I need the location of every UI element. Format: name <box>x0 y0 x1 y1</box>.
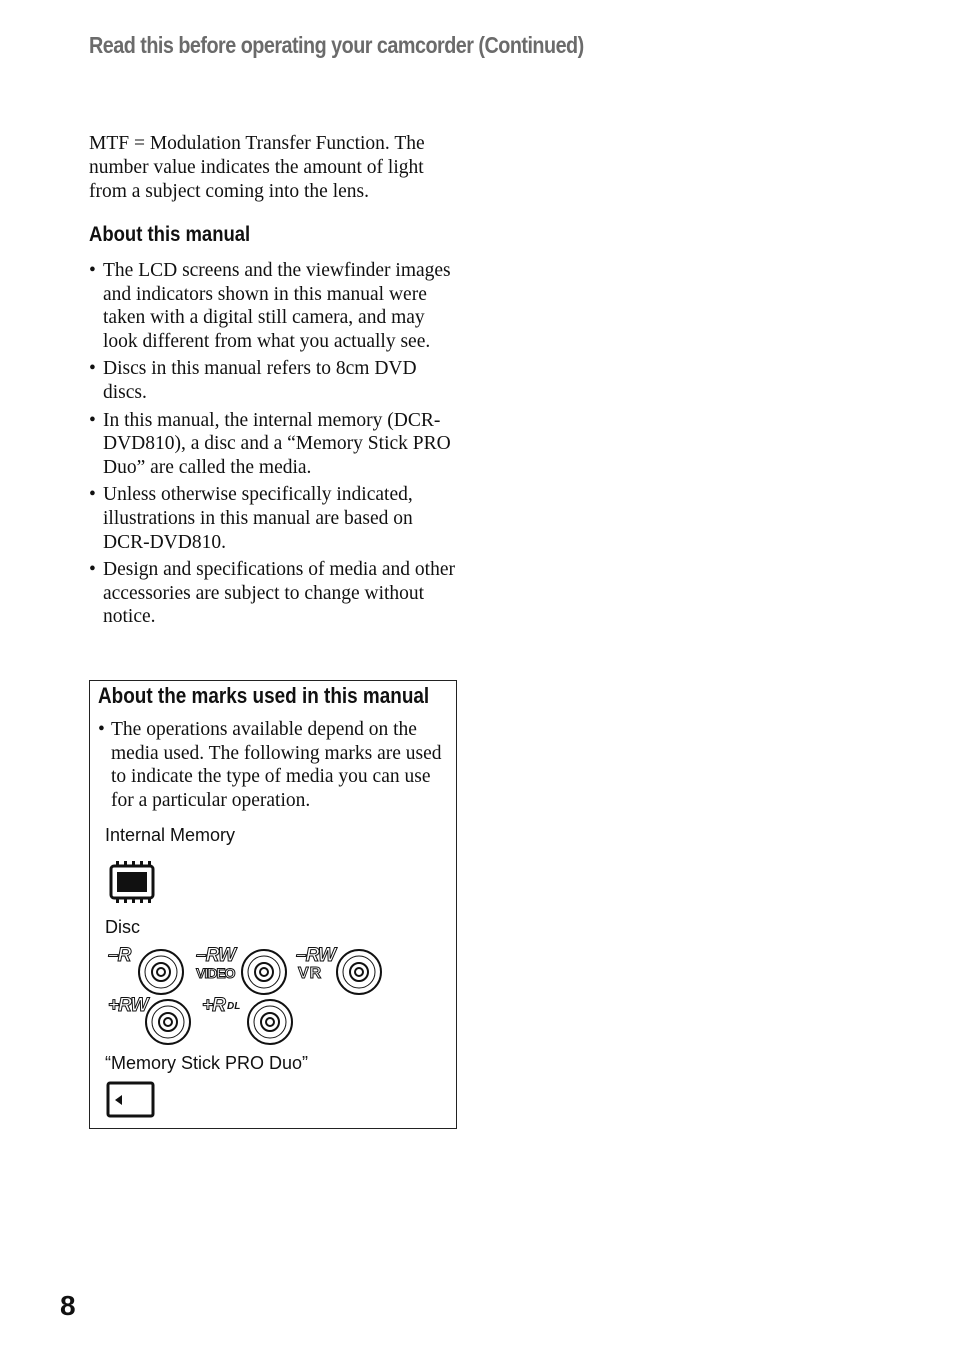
disc-mark-dvd-plus-rw <box>106 997 196 1052</box>
memory-stick-icon <box>106 1081 156 1119</box>
list-item <box>89 409 461 480</box>
disc-mark-dvd-rw-video <box>194 947 288 1002</box>
bullet-symbol: • <box>89 559 96 581</box>
list-item-text: The operations available depend on the media used. The following marks are used to indicate the type of media you can use for a particular operation. <box>111 719 442 811</box>
list-item-text: In this manual, the internal memory (DCR-DVD810), a disc and a “Memory Stick PRO Duo” are called the media. <box>103 409 451 478</box>
bullet-symbol: • <box>89 484 96 506</box>
disc-mark-subtext: VR <box>298 965 323 982</box>
bullet-symbol: • <box>89 260 96 281</box>
disc-mark-dvd-r <box>106 947 186 1002</box>
list-item-text: The LCD screens and the viewfinder images and indicators shown in this manual were taken with a digital still camera, and may look different from what you actually see. <box>103 260 451 352</box>
list-item <box>89 483 461 554</box>
disc-mark-dvd-rw-vr <box>294 947 384 1002</box>
list-item-text: Unless otherwise specifically indicated, illustrations in this manual are based on DCR-DVD810. <box>103 484 413 553</box>
disc-label: Disc <box>105 917 140 937</box>
list-item-text: Design and specifications of media and other accessories are subject to change without notice. <box>103 559 455 628</box>
disc-mark-text: –RW <box>296 945 335 966</box>
bullet-symbol: • <box>98 719 105 740</box>
list-item <box>89 259 461 353</box>
disc-mark-text: +R <box>202 995 225 1016</box>
about-manual-heading: About this manual <box>89 223 251 246</box>
internal-memory-icon <box>108 858 156 906</box>
bullet-symbol: • <box>89 358 96 380</box>
about-manual-list <box>89 259 461 633</box>
list-item-text: Discs in this manual refers to 8cm DVD discs. <box>103 358 417 403</box>
marks-box-list <box>98 718 450 812</box>
bullet-symbol: • <box>89 409 96 431</box>
marks-box-heading: About the marks used in this manual <box>98 683 430 708</box>
internal-memory-label: Internal Memory <box>105 825 236 845</box>
intro-paragraph: MTF = Modulation Transfer Function. The number value indicates the amount of light from a subject coming into the lens. <box>89 133 425 202</box>
list-item <box>98 718 450 812</box>
marks-info-box <box>89 680 457 1129</box>
disc-mark-subtext: DL <box>227 1001 241 1012</box>
memory-stick-label: “Memory Stick PRO Duo” <box>105 1053 309 1073</box>
disc-mark-text: –RW <box>196 945 235 966</box>
page-number: 8 <box>60 1290 76 1321</box>
disc-mark-subtext: VIDEO <box>196 965 235 981</box>
disc-mark-dvd-plus-r-dl <box>200 997 294 1052</box>
list-item <box>89 357 461 404</box>
disc-mark-text: +RW <box>108 995 148 1016</box>
page-header-title: Read this before operating your camcorder (Continued) <box>89 32 584 58</box>
list-item <box>89 558 461 629</box>
disc-mark-text: –R <box>108 945 131 966</box>
